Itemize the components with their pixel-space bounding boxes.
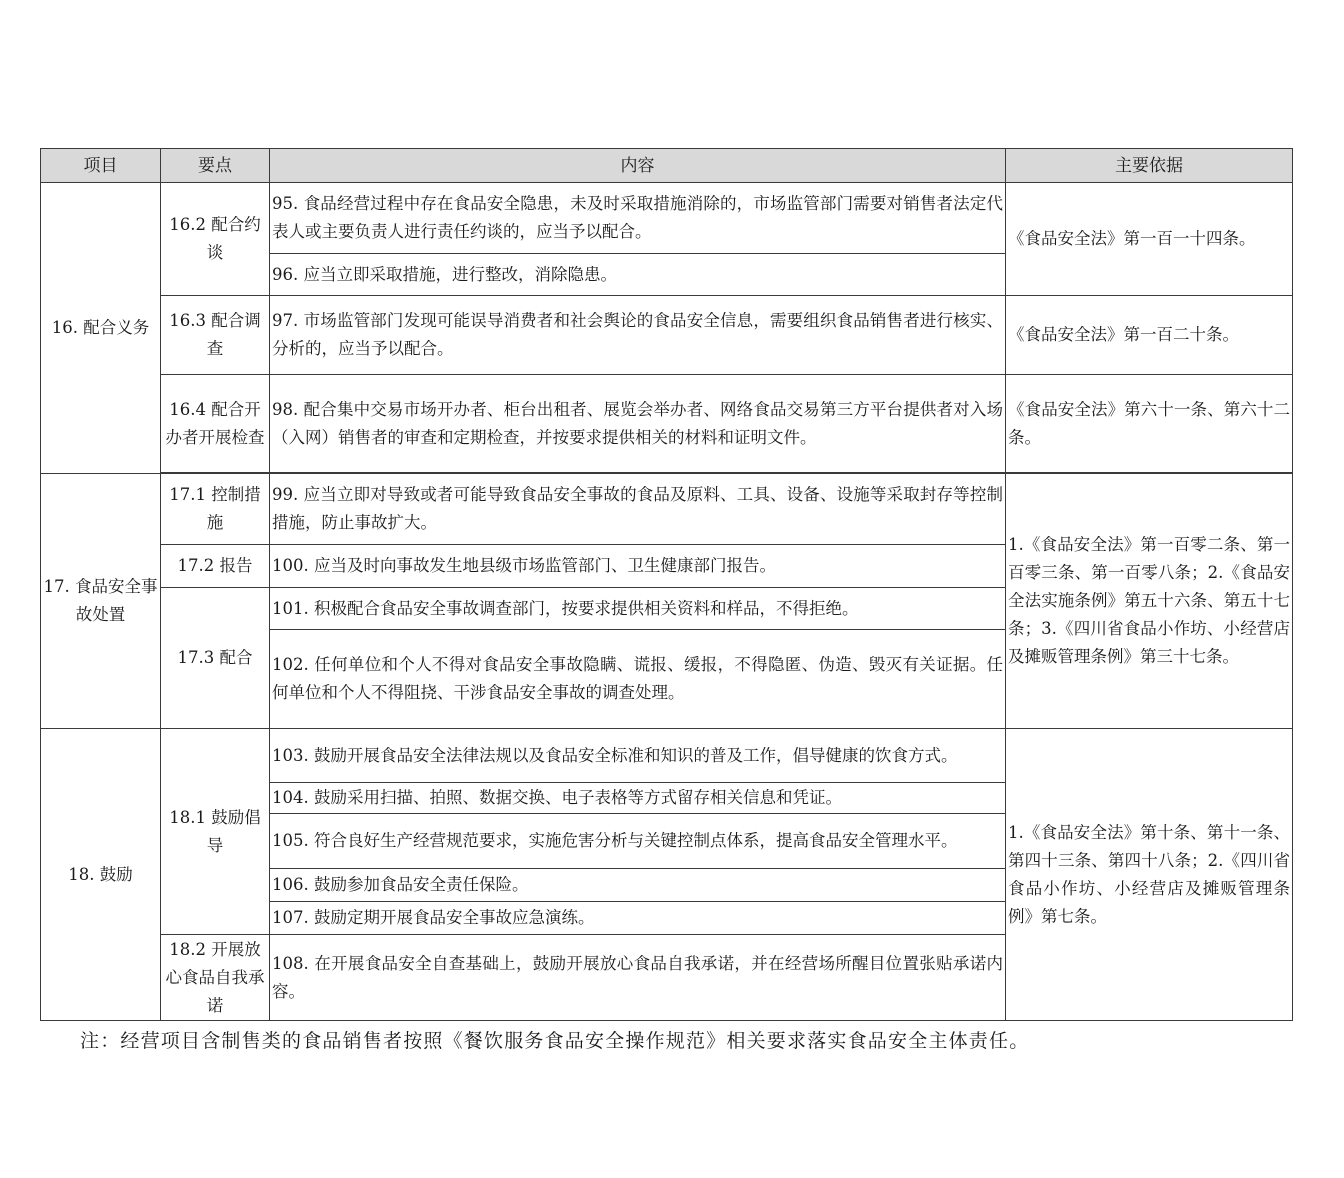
point-cell: 17.1 控制措施 — [161, 474, 270, 545]
header-content: 内容 — [270, 149, 1006, 183]
requirements-table — [40, 148, 1293, 1021]
content-cell: 98. 配合集中交易市场开办者、柜台出租者、展览会举办者、网络食品交易第三方平台提供者对入场（入网）销售者的审查和定期检查，并按要求提供相关的材料和证明文件。 — [270, 375, 1006, 473]
table-row — [41, 296, 1293, 375]
header-project: 项目 — [41, 149, 161, 183]
basis-cell: 1.《食品安全法》第十条、第十一条、第四十三条、第四十八条；2.《四川省食品小作坊、小经营店及摊贩管理条例》第七条。 — [1006, 729, 1293, 1021]
point-cell: 16.3 配合调查 — [161, 296, 270, 375]
project-cell: 18. 鼓励 — [41, 729, 161, 1021]
table-row — [41, 729, 1293, 783]
content-cell: 99. 应当立即对导致或者可能导致食品安全事故的食品及原料、工具、设备、设施等采取封存等控制措施，防止事故扩大。 — [270, 474, 1006, 545]
header-basis: 主要依据 — [1006, 149, 1293, 183]
project-cell: 17. 食品安全事故处置 — [41, 474, 161, 729]
basis-cell: 1.《食品安全法》第一百零二条、第一百零三条、第一百零八条；2.《食品安全法实施条例》第五十六条、第五十七条；3.《四川省食品小作坊、小经营店及摊贩管理条例》第三十七条。 — [1006, 474, 1293, 729]
content-cell: 107. 鼓励定期开展食品安全事故应急演练。 — [270, 902, 1006, 935]
basis-cell: 《食品安全法》第六十一条、第六十二条。 — [1006, 375, 1293, 473]
content-cell: 106. 鼓励参加食品安全责任保险。 — [270, 869, 1006, 902]
point-cell: 17.2 报告 — [161, 545, 270, 588]
point-cell: 17.3 配合 — [161, 588, 270, 729]
table-row — [41, 183, 1293, 254]
point-cell: 16.2 配合约谈 — [161, 183, 270, 296]
header-point: 要点 — [161, 149, 270, 183]
content-cell: 103. 鼓励开展食品安全法律法规以及食品安全标准和知识的普及工作，倡导健康的饮食方式。 — [270, 729, 1006, 783]
point-cell: 18.1 鼓励倡导 — [161, 729, 270, 935]
point-cell: 18.2 开展放心食品自我承诺 — [161, 935, 270, 1021]
content-cell: 108. 在开展食品安全自查基础上，鼓励开展放心食品自我承诺，并在经营场所醒目位置张贴承诺内容。 — [270, 935, 1006, 1021]
content-cell: 97. 市场监管部门发现可能误导消费者和社会舆论的食品安全信息，需要组织食品销售者进行核实、分析的，应当予以配合。 — [270, 296, 1006, 375]
content-cell: 105. 符合良好生产经营规范要求，实施危害分析与关键控制点体系，提高食品安全管理水平。 — [270, 814, 1006, 869]
project-cell: 16. 配合义务 — [41, 183, 161, 474]
table-row — [41, 375, 1293, 473]
point-cell: 16.4 配合开办者开展检查 — [161, 375, 270, 473]
content-cell: 100. 应当及时向事故发生地县级市场监管部门、卫生健康部门报告。 — [270, 545, 1006, 588]
table-row — [41, 474, 1293, 545]
basis-cell: 《食品安全法》第一百二十条。 — [1006, 296, 1293, 375]
basis-cell: 《食品安全法》第一百一十四条。 — [1006, 183, 1293, 296]
content-cell: 101. 积极配合食品安全事故调查部门，按要求提供相关资料和样品，不得拒绝。 — [270, 588, 1006, 630]
content-cell: 95. 食品经营过程中存在食品安全隐患，未及时采取措施消除的，市场监管部门需要对销售者法定代表人或主要负责人进行责任约谈的，应当予以配合。 — [270, 183, 1006, 254]
content-cell: 104. 鼓励采用扫描、拍照、数据交换、电子表格等方式留存相关信息和凭证。 — [270, 783, 1006, 814]
table-header-row — [41, 149, 1293, 183]
content-cell: 96. 应当立即采取措施，进行整改，消除隐患。 — [270, 254, 1006, 296]
footnote: 注：经营项目含制售类的食品销售者按照《餐饮服务食品安全操作规范》相关要求落实食品安全主体责任。 — [80, 1030, 1030, 1052]
content-cell: 102. 任何单位和个人不得对食品安全事故隐瞒、谎报、缓报，不得隐匿、伪造、毁灭有关证据。任何单位和个人不得阻挠、干涉食品安全事故的调查处理。 — [270, 630, 1006, 729]
